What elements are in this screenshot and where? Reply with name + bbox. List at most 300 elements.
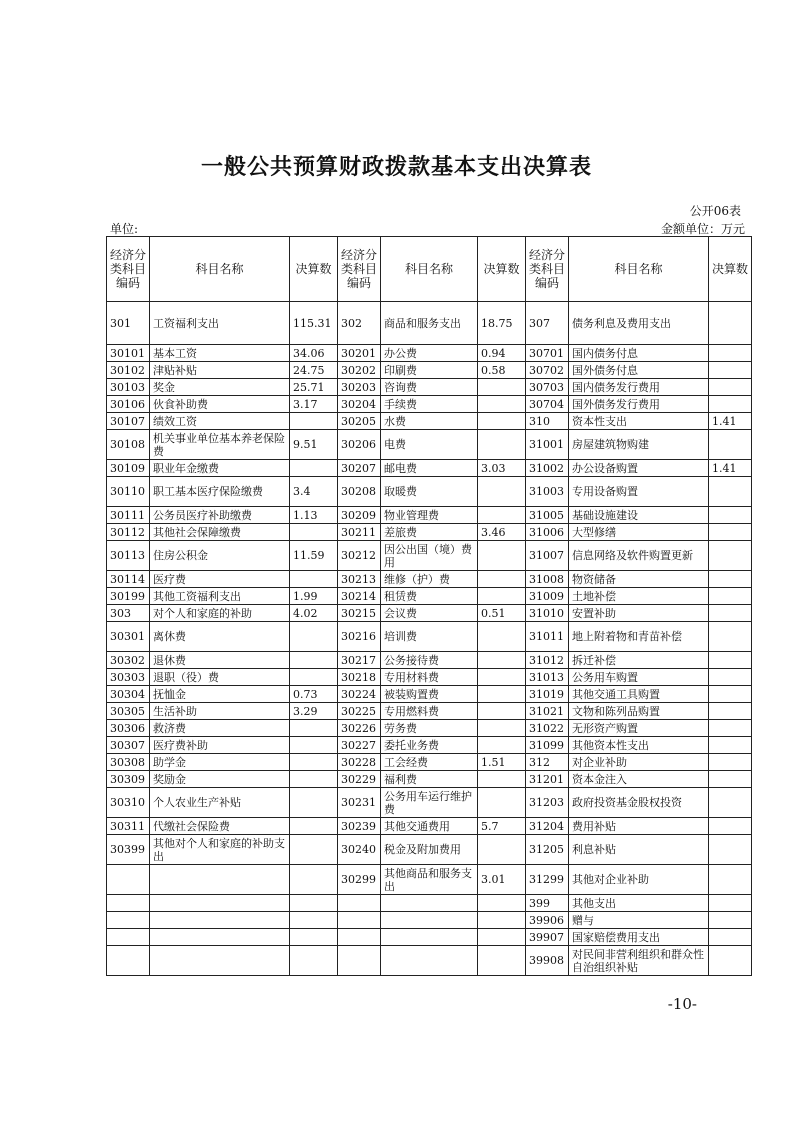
name-cell: 奖金 — [150, 379, 290, 396]
amount-cell — [290, 788, 338, 818]
amount-cell — [709, 720, 752, 737]
table-row — [107, 686, 752, 703]
amount-cell: 0.94 — [478, 345, 526, 362]
code-cell — [107, 912, 150, 929]
amount-cell: 18.75 — [478, 302, 526, 345]
name-cell: 离休费 — [150, 622, 290, 652]
code-cell: 30211 — [338, 524, 381, 541]
code-cell: 30214 — [338, 588, 381, 605]
code-cell: 303 — [107, 605, 150, 622]
code-cell: 31013 — [526, 669, 569, 686]
name-cell: 其他交通费用 — [381, 818, 478, 835]
table-body — [107, 302, 752, 976]
amount-cell — [290, 720, 338, 737]
name-cell: 伙食补助费 — [150, 396, 290, 413]
name-cell — [381, 929, 478, 946]
code-cell: 39908 — [526, 946, 569, 976]
code-cell: 30103 — [107, 379, 150, 396]
amount-cell — [478, 788, 526, 818]
code-cell: 30226 — [338, 720, 381, 737]
amount-cell — [290, 571, 338, 588]
name-cell: 委托业务费 — [381, 737, 478, 754]
amount-cell — [709, 430, 752, 460]
code-cell: 31011 — [526, 622, 569, 652]
table-row — [107, 929, 752, 946]
table-row — [107, 669, 752, 686]
amount-cell — [709, 622, 752, 652]
code-cell: 30218 — [338, 669, 381, 686]
amount-cell — [709, 946, 752, 976]
code-cell: 30229 — [338, 771, 381, 788]
table-row — [107, 524, 752, 541]
header-name-1: 科目名称 — [150, 237, 290, 302]
code-cell: 30109 — [107, 460, 150, 477]
code-cell: 30108 — [107, 430, 150, 460]
name-cell — [150, 895, 290, 912]
amount-cell — [478, 835, 526, 865]
page-number: -10- — [667, 995, 697, 1013]
page-title: 一般公共预算财政拨款基本支出决算表 — [200, 155, 592, 180]
code-cell — [107, 895, 150, 912]
table-row — [107, 413, 752, 430]
amount-cell: 0.51 — [478, 605, 526, 622]
amount-cell: 3.46 — [478, 524, 526, 541]
amount-cell — [478, 669, 526, 686]
name-cell — [381, 912, 478, 929]
code-cell: 30209 — [338, 507, 381, 524]
name-cell: 房屋建筑物购建 — [569, 430, 709, 460]
code-cell: 31003 — [526, 477, 569, 507]
name-cell: 物资储备 — [569, 571, 709, 588]
name-cell: 无形资产购置 — [569, 720, 709, 737]
table-row — [107, 720, 752, 737]
name-cell: 办公费 — [381, 345, 478, 362]
amount-cell: 3.29 — [290, 703, 338, 720]
name-cell: 职工基本医疗保险缴费 — [150, 477, 290, 507]
table-row — [107, 460, 752, 477]
name-cell: 其他工资福利支出 — [150, 588, 290, 605]
amount-cell — [709, 835, 752, 865]
amount-cell — [478, 430, 526, 460]
amount-cell — [478, 588, 526, 605]
code-cell: 30305 — [107, 703, 150, 720]
header-amount-3: 决算数 — [709, 237, 752, 302]
amount-cell — [478, 507, 526, 524]
code-cell: 30215 — [338, 605, 381, 622]
amount-cell: 11.59 — [290, 541, 338, 571]
code-cell: 30224 — [338, 686, 381, 703]
table-row — [107, 605, 752, 622]
amount-cell — [709, 929, 752, 946]
name-cell: 退职（役）费 — [150, 669, 290, 686]
code-cell: 30703 — [526, 379, 569, 396]
amount-cell — [290, 929, 338, 946]
code-cell: 30303 — [107, 669, 150, 686]
code-cell: 312 — [526, 754, 569, 771]
amount-cell — [478, 912, 526, 929]
amount-cell — [709, 895, 752, 912]
code-cell: 39906 — [526, 912, 569, 929]
name-cell: 手续费 — [381, 396, 478, 413]
name-cell: 国内债务发行费用 — [569, 379, 709, 396]
code-cell: 31005 — [526, 507, 569, 524]
code-cell: 30113 — [107, 541, 150, 571]
form-number: 公开06表 — [689, 204, 741, 218]
code-cell: 30228 — [338, 754, 381, 771]
name-cell: 医疗费补助 — [150, 737, 290, 754]
code-cell: 30202 — [338, 362, 381, 379]
code-cell: 30203 — [338, 379, 381, 396]
amount-cell — [709, 686, 752, 703]
amount-cell — [290, 865, 338, 895]
code-cell: 30306 — [107, 720, 150, 737]
header-code-1: 经济分类科目编码 — [107, 237, 150, 302]
table-row — [107, 754, 752, 771]
name-cell: 其他对企业补助 — [569, 865, 709, 895]
name-cell: 抚恤金 — [150, 686, 290, 703]
name-cell — [150, 912, 290, 929]
name-cell: 土地补偿 — [569, 588, 709, 605]
code-cell — [338, 912, 381, 929]
name-cell: 生活补助 — [150, 703, 290, 720]
code-cell: 30310 — [107, 788, 150, 818]
code-cell: 30299 — [338, 865, 381, 895]
amount-cell: 1.51 — [478, 754, 526, 771]
name-cell: 个人农业生产补贴 — [150, 788, 290, 818]
name-cell: 津贴补贴 — [150, 362, 290, 379]
amount-cell: 1.41 — [709, 460, 752, 477]
name-cell — [150, 865, 290, 895]
amount-cell — [290, 413, 338, 430]
amount-cell — [478, 652, 526, 669]
code-cell: 31201 — [526, 771, 569, 788]
code-cell: 31019 — [526, 686, 569, 703]
name-cell: 职业年金缴费 — [150, 460, 290, 477]
amount-cell — [709, 524, 752, 541]
amount-cell: 0.58 — [478, 362, 526, 379]
code-cell: 31009 — [526, 588, 569, 605]
amount-cell — [709, 571, 752, 588]
name-cell: 其他商品和服务支出 — [381, 865, 478, 895]
name-cell: 电费 — [381, 430, 478, 460]
code-cell: 30704 — [526, 396, 569, 413]
amount-cell — [290, 835, 338, 865]
code-cell: 30307 — [107, 737, 150, 754]
name-cell: 国外债务发行费用 — [569, 396, 709, 413]
amount-cell: 34.06 — [290, 345, 338, 362]
amount-cell: 5.7 — [478, 818, 526, 835]
code-cell: 30106 — [107, 396, 150, 413]
code-cell: 30216 — [338, 622, 381, 652]
amount-cell — [290, 771, 338, 788]
code-cell: 31010 — [526, 605, 569, 622]
code-cell — [338, 929, 381, 946]
table-row — [107, 788, 752, 818]
name-cell: 绩效工资 — [150, 413, 290, 430]
code-cell: 30110 — [107, 477, 150, 507]
code-cell: 31008 — [526, 571, 569, 588]
code-cell: 31204 — [526, 818, 569, 835]
name-cell: 助学金 — [150, 754, 290, 771]
code-cell: 31006 — [526, 524, 569, 541]
amount-cell — [478, 477, 526, 507]
code-cell — [107, 946, 150, 976]
table-row — [107, 345, 752, 362]
amount-cell — [290, 652, 338, 669]
amount-cell: 3.17 — [290, 396, 338, 413]
amount-cell — [478, 720, 526, 737]
name-cell: 其他资本性支出 — [569, 737, 709, 754]
amount-cell — [478, 571, 526, 588]
name-cell: 工资福利支出 — [150, 302, 290, 345]
name-cell: 工会经费 — [381, 754, 478, 771]
code-cell: 30701 — [526, 345, 569, 362]
code-cell: 31012 — [526, 652, 569, 669]
amount-cell — [709, 912, 752, 929]
name-cell: 医疗费 — [150, 571, 290, 588]
name-cell: 对民间非营利组织和群众性自治组织补贴 — [569, 946, 709, 976]
name-cell: 印刷费 — [381, 362, 478, 379]
name-cell: 公务用车购置 — [569, 669, 709, 686]
header-row — [107, 237, 752, 302]
name-cell: 被装购置费 — [381, 686, 478, 703]
code-cell: 31205 — [526, 835, 569, 865]
table-row — [107, 771, 752, 788]
amount-cell — [709, 379, 752, 396]
amount-cell — [709, 345, 752, 362]
name-cell — [150, 946, 290, 976]
amount-cell — [709, 507, 752, 524]
amount-cell — [478, 396, 526, 413]
code-cell: 30239 — [338, 818, 381, 835]
code-cell: 30205 — [338, 413, 381, 430]
amount-cell — [290, 737, 338, 754]
code-cell — [107, 865, 150, 895]
amount-cell — [478, 703, 526, 720]
amount-cell: 1.13 — [290, 507, 338, 524]
code-cell: 30206 — [338, 430, 381, 460]
amount-cell: 4.02 — [290, 605, 338, 622]
code-cell: 30199 — [107, 588, 150, 605]
table-row — [107, 895, 752, 912]
name-cell: 咨询费 — [381, 379, 478, 396]
name-cell: 水费 — [381, 413, 478, 430]
amount-cell — [290, 524, 338, 541]
name-cell: 基础设施建设 — [569, 507, 709, 524]
code-cell: 31022 — [526, 720, 569, 737]
code-cell: 30240 — [338, 835, 381, 865]
amount-cell — [290, 946, 338, 976]
table-row — [107, 507, 752, 524]
amount-cell — [709, 588, 752, 605]
code-cell: 30302 — [107, 652, 150, 669]
amount-cell — [709, 818, 752, 835]
amount-cell — [290, 622, 338, 652]
code-cell: 30212 — [338, 541, 381, 571]
code-cell: 31299 — [526, 865, 569, 895]
table-row — [107, 818, 752, 835]
table-row — [107, 946, 752, 976]
header-code-3: 经济分类科目编码 — [526, 237, 569, 302]
name-cell: 退休费 — [150, 652, 290, 669]
code-cell: 30304 — [107, 686, 150, 703]
code-cell: 30101 — [107, 345, 150, 362]
amount-cell — [709, 605, 752, 622]
name-cell: 代缴社会保险费 — [150, 818, 290, 835]
name-cell: 商品和服务支出 — [381, 302, 478, 345]
code-cell: 30112 — [107, 524, 150, 541]
header-code-2: 经济分类科目编码 — [338, 237, 381, 302]
name-cell: 福利费 — [381, 771, 478, 788]
header-amount-2: 决算数 — [478, 237, 526, 302]
code-cell: 310 — [526, 413, 569, 430]
table-row — [107, 379, 752, 396]
table-row — [107, 652, 752, 669]
code-cell: 31021 — [526, 703, 569, 720]
expenditure-table — [106, 236, 752, 976]
name-cell: 公务用车运行维护费 — [381, 788, 478, 818]
amount-cell — [478, 737, 526, 754]
name-cell: 机关事业单位基本养老保险费 — [150, 430, 290, 460]
name-cell — [381, 895, 478, 912]
amount-cell — [709, 541, 752, 571]
name-cell: 维修（护）费 — [381, 571, 478, 588]
header-name-2: 科目名称 — [381, 237, 478, 302]
name-cell: 利息补贴 — [569, 835, 709, 865]
amount-cell — [709, 652, 752, 669]
name-cell: 国内债务付息 — [569, 345, 709, 362]
amount-cell — [290, 895, 338, 912]
amount-cell: 1.99 — [290, 588, 338, 605]
code-cell: 30308 — [107, 754, 150, 771]
amount-cell: 3.01 — [478, 865, 526, 895]
code-cell: 30227 — [338, 737, 381, 754]
code-cell: 30217 — [338, 652, 381, 669]
amount-cell — [290, 669, 338, 686]
name-cell: 专用设备购置 — [569, 477, 709, 507]
name-cell: 国家赔偿费用支出 — [569, 929, 709, 946]
amount-cell — [709, 754, 752, 771]
amount-cell: 25.71 — [290, 379, 338, 396]
table-row — [107, 541, 752, 571]
amount-cell — [290, 754, 338, 771]
code-cell — [338, 946, 381, 976]
table-row — [107, 737, 752, 754]
amount-cell — [478, 413, 526, 430]
code-cell: 30114 — [107, 571, 150, 588]
name-cell — [150, 929, 290, 946]
name-cell: 劳务费 — [381, 720, 478, 737]
name-cell: 资本性支出 — [569, 413, 709, 430]
code-cell: 30204 — [338, 396, 381, 413]
amount-cell — [478, 929, 526, 946]
code-cell: 30399 — [107, 835, 150, 865]
amount-cell — [709, 771, 752, 788]
name-cell: 救济费 — [150, 720, 290, 737]
code-cell: 30111 — [107, 507, 150, 524]
table-row — [107, 477, 752, 507]
name-cell: 办公设备购置 — [569, 460, 709, 477]
amount-cell — [478, 771, 526, 788]
amount-cell — [478, 541, 526, 571]
name-cell: 会议费 — [381, 605, 478, 622]
name-cell: 地上附着物和青苗补偿 — [569, 622, 709, 652]
code-cell: 301 — [107, 302, 150, 345]
name-cell: 其他支出 — [569, 895, 709, 912]
amount-cell — [478, 946, 526, 976]
table-row — [107, 362, 752, 379]
code-cell — [338, 895, 381, 912]
amount-cell: 9.51 — [290, 430, 338, 460]
code-cell: 30201 — [338, 345, 381, 362]
amount-cell — [709, 669, 752, 686]
amount-cell: 24.75 — [290, 362, 338, 379]
table-row — [107, 703, 752, 720]
name-cell: 其他对个人和家庭的补助支出 — [150, 835, 290, 865]
amount-cell — [478, 622, 526, 652]
name-cell: 对个人和家庭的补助 — [150, 605, 290, 622]
name-cell: 信息网络及软件购置更新 — [569, 541, 709, 571]
name-cell: 住房公积金 — [150, 541, 290, 571]
name-cell: 邮电费 — [381, 460, 478, 477]
amount-cell: 0.73 — [290, 686, 338, 703]
name-cell: 资本金注入 — [569, 771, 709, 788]
table-row — [107, 571, 752, 588]
table-row — [107, 912, 752, 929]
code-cell: 30309 — [107, 771, 150, 788]
code-cell: 30311 — [107, 818, 150, 835]
table-row — [107, 302, 752, 345]
amount-cell: 115.31 — [290, 302, 338, 345]
amount-cell — [709, 302, 752, 345]
amount-cell — [290, 912, 338, 929]
code-cell: 31002 — [526, 460, 569, 477]
amount-unit: 金额单位：万元 — [660, 222, 745, 236]
table-row — [107, 430, 752, 460]
code-cell: 31099 — [526, 737, 569, 754]
amount-cell: 3.03 — [478, 460, 526, 477]
amount-cell: 3.4 — [290, 477, 338, 507]
amount-cell — [709, 788, 752, 818]
amount-cell — [709, 362, 752, 379]
table-row — [107, 835, 752, 865]
code-cell: 30225 — [338, 703, 381, 720]
name-cell: 差旅费 — [381, 524, 478, 541]
table-row — [107, 588, 752, 605]
code-cell: 30231 — [338, 788, 381, 818]
code-cell: 30301 — [107, 622, 150, 652]
name-cell: 专用材料费 — [381, 669, 478, 686]
code-cell: 30107 — [107, 413, 150, 430]
table-row — [107, 622, 752, 652]
amount-cell — [478, 686, 526, 703]
amount-cell — [478, 379, 526, 396]
name-cell: 培训费 — [381, 622, 478, 652]
name-cell: 公务接待费 — [381, 652, 478, 669]
name-cell: 租赁费 — [381, 588, 478, 605]
table-row — [107, 865, 752, 895]
name-cell: 专用燃料费 — [381, 703, 478, 720]
name-cell: 对企业补助 — [569, 754, 709, 771]
code-cell: 31001 — [526, 430, 569, 460]
name-cell: 大型修缮 — [569, 524, 709, 541]
name-cell: 奖励金 — [150, 771, 290, 788]
code-cell: 39907 — [526, 929, 569, 946]
amount-cell — [290, 460, 338, 477]
code-cell: 30702 — [526, 362, 569, 379]
name-cell: 文物和陈列品购置 — [569, 703, 709, 720]
amount-cell — [478, 895, 526, 912]
